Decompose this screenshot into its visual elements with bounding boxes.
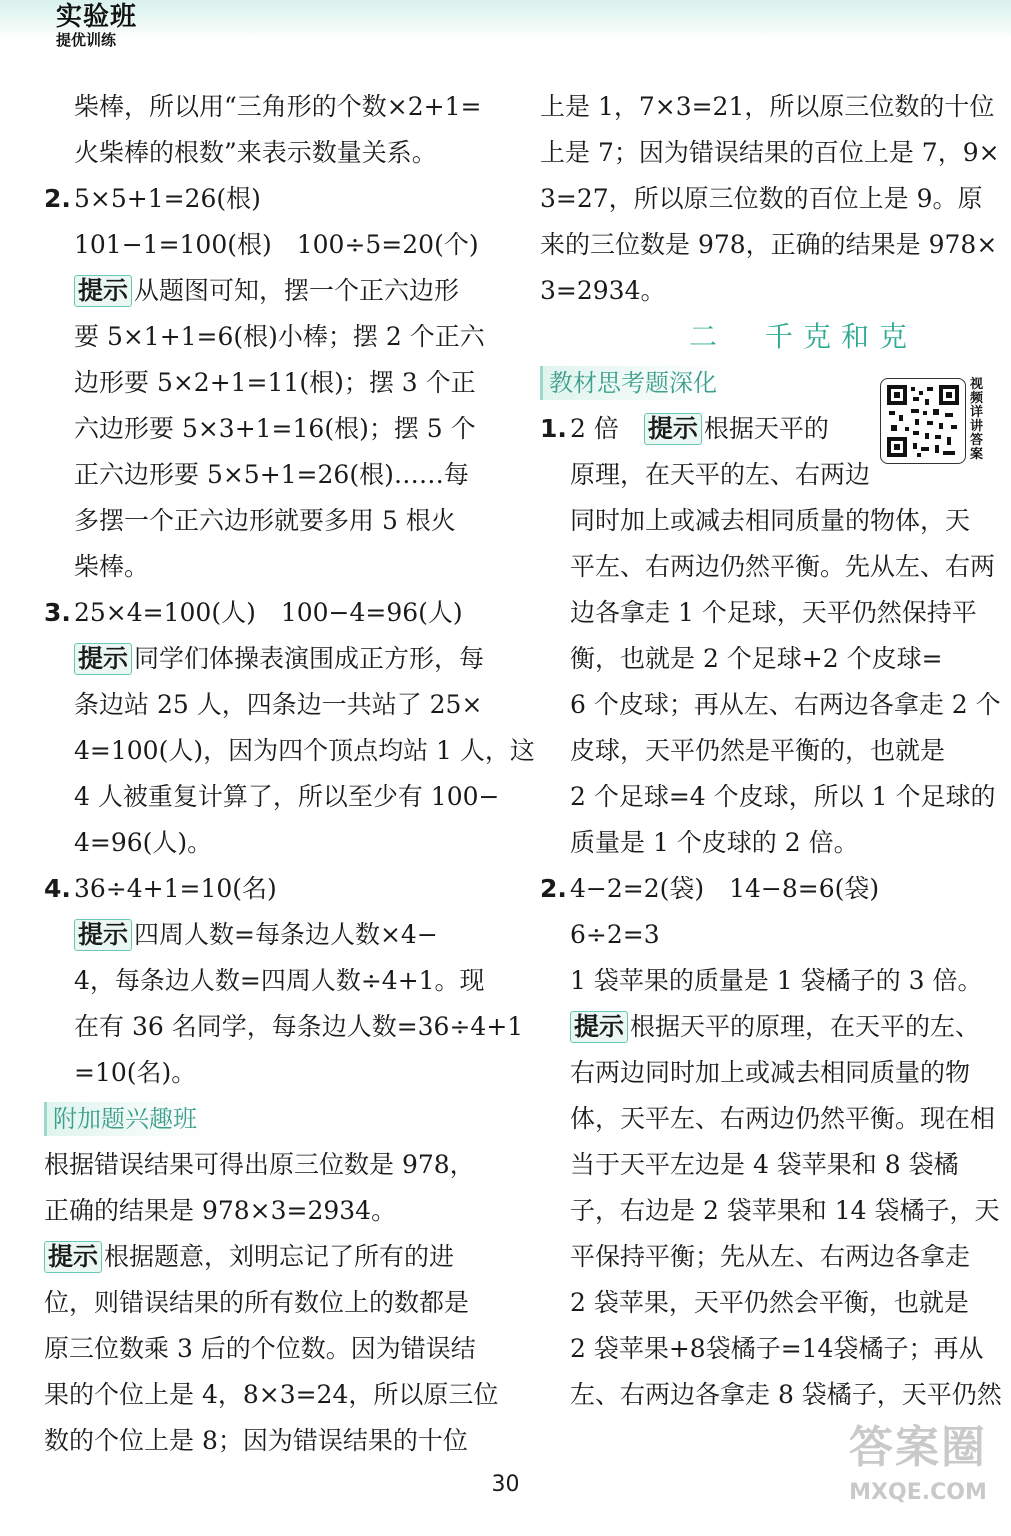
text-line: 多摆一个正六边形就要多用 5 根火 — [74, 506, 456, 535]
section-title: 二 千克和克 — [688, 320, 917, 353]
text-line: 6 个皮球；再从左、右两边各拿走 2 个 — [570, 690, 1001, 719]
answer-line: 3. 25×4=100(人) 100−4=96(人) — [44, 590, 506, 636]
text-line: 衡，也就是 2 个足球+2 个皮球= — [570, 644, 943, 673]
text-line: 正确的结果是 978×3=2934。 — [44, 1196, 397, 1225]
hint-line: 提示 从题图可知，摆一个正六边形 — [44, 268, 506, 314]
question-number: 4. — [44, 874, 71, 903]
answer-line: 1. 2 倍 提示 根据天平的 — [540, 406, 1006, 452]
question-number: 2. — [540, 874, 567, 903]
text-line: 同时加上或减去相同质量的物体，天 — [570, 506, 971, 535]
text-line: 要 5×1+1=6(根)小棒；摆 2 个正六 — [74, 322, 485, 351]
text-line: 4 人被重复计算了，所以至少有 100− — [74, 782, 500, 811]
text-line: 4=100(人)，因为四个顶点均站 1 人，这 — [74, 736, 535, 765]
text-line: 果的个位上是 4，8×3=24，所以原三位 — [44, 1380, 499, 1409]
text-line: 1 袋苹果的质量是 1 袋橘子的 3 倍。 — [570, 966, 983, 995]
right-column — [540, 84, 1006, 1418]
text-line: 来的三位数是 978，正确的结果是 978× — [540, 230, 998, 259]
text-line: 正六边形要 5×5+1=26(根)……每 — [74, 460, 469, 489]
answer-line: 2. 4−2=2(袋) 14−8=6(袋) — [540, 866, 1006, 912]
text-line: 101−1=100(根) 100÷5=20(个) — [74, 230, 479, 259]
text-line: 质量是 1 个皮球的 2 倍。 — [570, 828, 859, 857]
text-line: 体，天平左、右两边仍然平衡。现在相 — [570, 1104, 996, 1133]
text-line: 右两边同时加上或减去相同质量的物 — [570, 1058, 971, 1087]
header-band — [0, 0, 1011, 40]
text-line: 3=27，所以原三位数的百位上是 9。原 — [540, 184, 983, 213]
text-line: 2 袋苹果，天平仍然会平衡，也就是 — [570, 1288, 969, 1317]
text-line: 火柴棒的根数”来表示数量关系。 — [74, 138, 437, 167]
hint-tag: 提示 — [74, 919, 132, 951]
text-line: 皮球，天平仍然是平衡的，也就是 — [570, 736, 946, 765]
text-line: 根据错误结果可得出原三位数是 978， — [44, 1150, 475, 1179]
qr-code-label: 视频详讲答案 — [970, 377, 984, 462]
text-line: 上是 7；因为错误结果的百位上是 7，9× — [540, 138, 1000, 167]
text-line: 在有 36 名同学，每条边人数=36÷4+1 — [74, 1012, 524, 1041]
text-line: 左、右两边各拿走 8 袋橘子，天平仍然 — [570, 1380, 1002, 1409]
text-line: 位，则错误结果的所有数位上的数都是 — [44, 1288, 470, 1317]
text-line: 柴棒，所以用“三角形的个数×2+1= — [74, 92, 482, 121]
text-line: 柴棒。 — [74, 552, 150, 581]
text-line: 数的个位上是 8；因为错误结果的十位 — [44, 1426, 468, 1455]
hint-tag: 提示 — [570, 1011, 628, 1043]
question-number: 2. — [44, 184, 71, 213]
brand-logo — [56, 4, 137, 48]
text-line: 平保持平衡；先从左、右两边各拿走 — [570, 1242, 971, 1271]
text-line: 当于天平左边是 4 袋苹果和 8 袋橘 — [570, 1150, 959, 1179]
left-column — [44, 84, 535, 1464]
qr-code-block[interactable] — [880, 378, 1000, 466]
watermark-logo: 答案圈 — [849, 1422, 987, 1473]
page-number: 30 — [491, 1472, 520, 1497]
hint-tag: 提示 — [74, 275, 132, 307]
text-line: 4，每条边人数=四周人数÷4+1。现 — [74, 966, 485, 995]
text-line: 6÷2=3 — [570, 920, 660, 949]
answer-line: 4. 36÷4+1=10(名) — [44, 866, 506, 912]
answer-line: 2. 5×5+1=26(根) — [44, 176, 506, 222]
qr-pattern — [887, 385, 959, 457]
text-line: 原三位数乘 3 后的个位数。因为错误结 — [44, 1334, 476, 1363]
text-line: 边形要 5×2+1=11(根)；摆 3 个正 — [74, 368, 476, 397]
bonus-section-banner: 附加题兴趣班 — [44, 1102, 207, 1136]
watermark-url: MXQE.COM — [849, 1480, 987, 1505]
text-line: 2 个足球=4 个皮球，所以 1 个足球的 — [570, 782, 996, 811]
section-banner-row — [44, 1096, 506, 1142]
text-line: 3=2934。 — [540, 276, 666, 305]
hint-line: 提示 同学们体操表演围成正方形，每 — [44, 636, 506, 682]
brand-subtitle: 提优训练 — [56, 31, 117, 49]
hint-line: 提示 根据题意，刘明忘记了所有的进 — [44, 1234, 506, 1280]
text-line: 上是 1，7×3=21，所以原三位数的十位 — [540, 92, 995, 121]
hint-line: 提示 根据天平的原理，在天平的左、 — [540, 1004, 1006, 1050]
watermark — [830, 1418, 1006, 1530]
text-line: 六边形要 5×3+1=16(根)；摆 5 个 — [74, 414, 476, 443]
hint-tag: 提示 — [74, 643, 132, 675]
text-line: =10(名)。 — [74, 1058, 197, 1087]
qr-code-icon[interactable] — [880, 378, 966, 464]
text-line: 平左、右两边仍然平衡。先从左、右两 — [570, 552, 996, 581]
brand-title: 实验班 — [56, 2, 138, 32]
text-line: 原理，在天平的左、右两边 — [570, 460, 871, 489]
text-line: 边各拿走 1 个足球，天平仍然保持平 — [570, 598, 977, 627]
text-line: 条边站 25 人，四条边一共站了 25× — [74, 690, 483, 719]
question-number: 3. — [44, 598, 71, 627]
question-number: 1. — [540, 414, 567, 443]
hint-tag: 提示 — [644, 413, 702, 445]
textbook-section-banner: 教材思考题深化 — [540, 366, 727, 400]
text-line: 2 袋苹果+8袋橘子=14袋橘子；再从 — [570, 1334, 984, 1363]
hint-line: 提示 四周人数=每条边人数×4− — [44, 912, 506, 958]
hint-tag: 提示 — [44, 1241, 102, 1273]
text-line: 子，右边是 2 袋苹果和 14 袋橘子，天 — [570, 1196, 1000, 1225]
text-line: 4=96(人)。 — [74, 828, 213, 857]
